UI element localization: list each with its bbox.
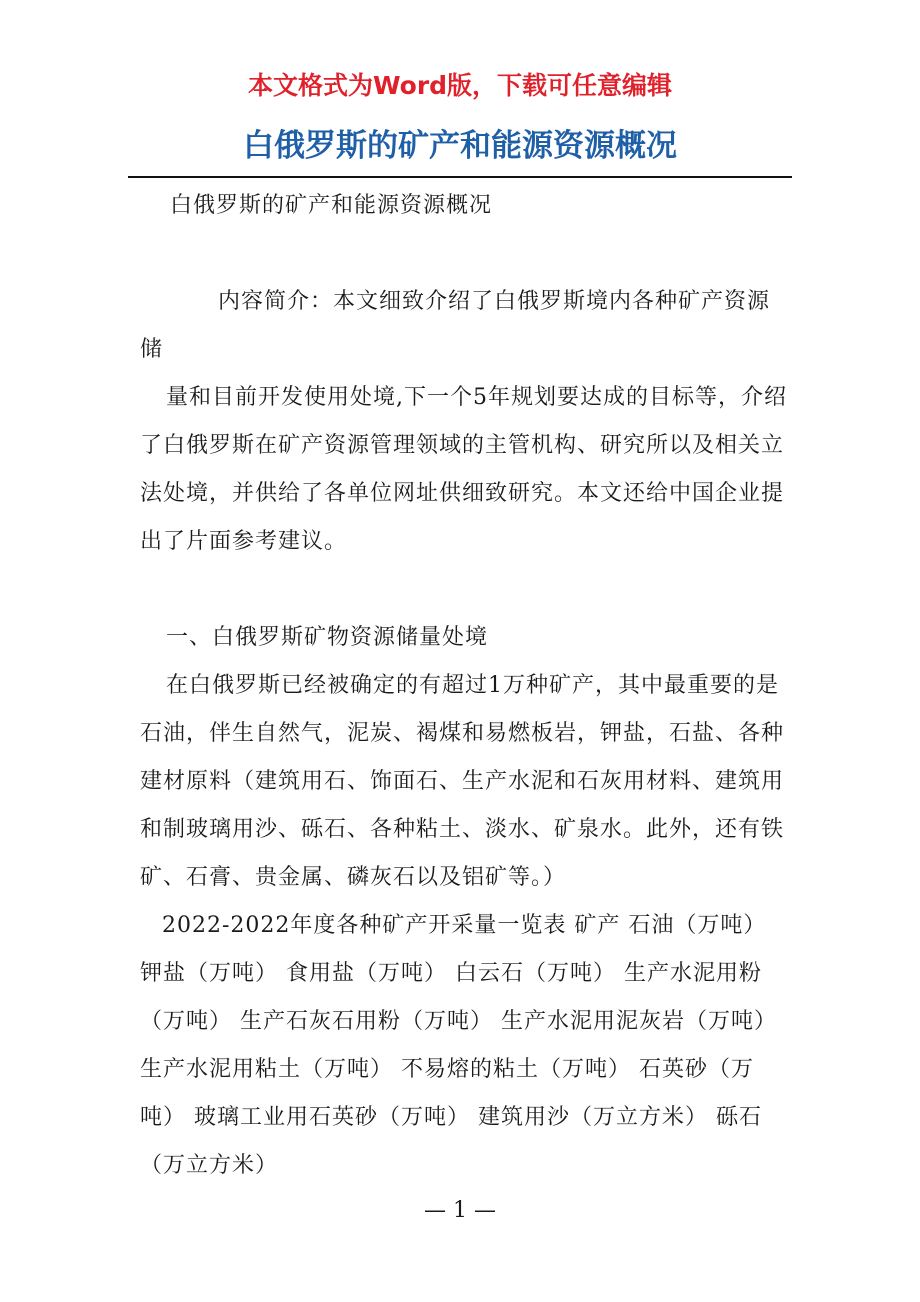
section-heading: 一、白俄罗斯矿物资源储量处境 [166, 625, 489, 650]
abstract-paragraph-intro: 内容简介：本文细致介绍了白俄罗斯境内各种矿产资源储 [140, 289, 771, 362]
download-banner: 本文格式为Word版，下载可任意编辑 [247, 71, 673, 100]
page-number: — 1 — [424, 1198, 496, 1223]
section-body-paragraph: 在白俄罗斯已经被确定的有超过1万种矿产，其中最重要的是石油，伴生自然气，泥炭、褐煤和易燃板岩，钾盐，石盐、各种建材原料（建筑用石、饰面石、生产水泥和石灰用材料、建筑用和制玻璃用沙、砾石、各种粘土、淡水、矿泉水。此外，还有铁矿、石膏、贵金属、磷灰石以及铝矿等。） [140, 673, 785, 890]
abstract-paragraph-continued: 量和目前开发使用处境,下一个5年规划要达成的目标等，介绍了白俄罗斯在矿产资源管理领域的主管机构、研究所以及相关立法处境，并供给了各单位网址供细致研究。本文还给中国企业提出了片面参考建议。 [140, 385, 787, 554]
document-title: 白俄罗斯的矿产和能源资源概况 [243, 128, 677, 164]
mining-output-table-text: 2022-2022年度各种矿产开采量一览表 矿产 石油（万吨） 钾盐（万吨） 食用盐（万吨） 白云石（万吨） 生产水泥用粉（万吨） 生产石灰石用粉（万吨） 生产水泥用泥灰岩（万吨） 生产水泥用粘土（万吨） 不易熔的粘土（万吨） 石英砂（万吨） 玻璃工业用石英砂（万吨） 建筑用沙（万立方米） 砾石（万立方米） [140, 913, 777, 1178]
document-subtitle: 白俄罗斯的矿产和能源资源概况 [170, 193, 493, 218]
title-divider [128, 176, 792, 178]
